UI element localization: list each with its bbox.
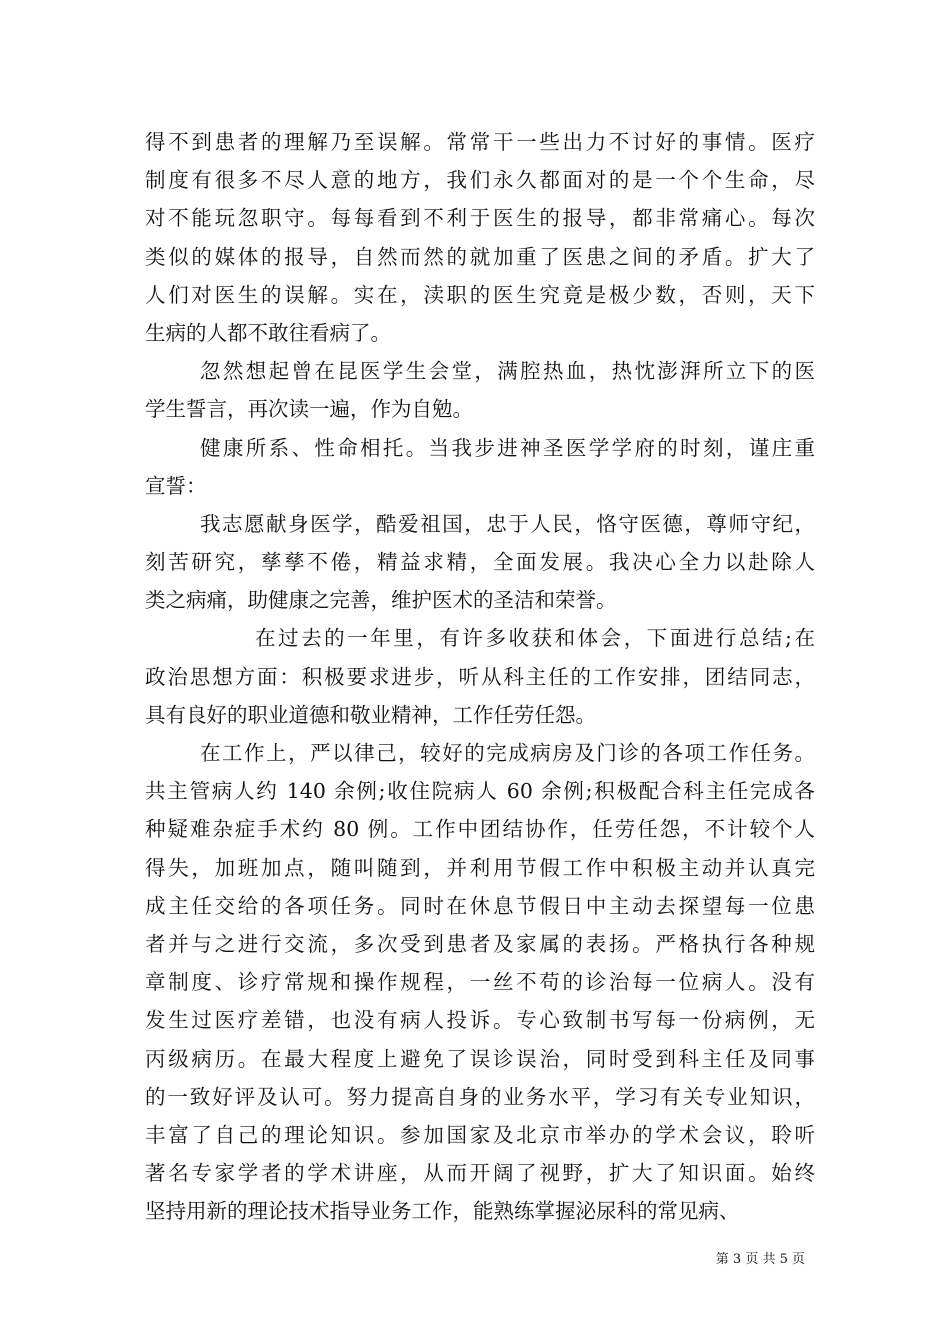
text-line: 政治思想方面：积极要求进步，听从科主任的工作安排，团结同志， [145, 664, 815, 689]
paragraph [145, 734, 815, 1230]
text-line: 忽然想起曾在昆医学生会堂，满腔热血，热忱澎湃所立下的医 [200, 359, 815, 384]
text-line: 得失，加班加点，随叫随到，并利用节假工作中积极主动并认真完 [145, 855, 815, 880]
paragraph [145, 429, 815, 505]
paragraph [145, 123, 815, 352]
text-line: 者并与之进行交流，多次受到患者及家属的表扬。严格执行各种规 [145, 931, 815, 956]
paragraph [145, 352, 815, 428]
text-line: 丰富了自己的理论知识。参加国家及北京市举办的学术会议，聆听 [145, 1122, 815, 1147]
paragraph [145, 505, 815, 620]
text-line: 刻苦研究，孳孳不倦，精益求精，全面发展。我决心全力以赴除人 [145, 550, 815, 575]
text-line: 章制度、诊疗常规和操作规程，一丝不苟的诊治每一位病人。没有 [145, 970, 815, 995]
text-line: 生病的人都不敢往看病了。 [145, 320, 391, 345]
text-line: 著名专家学者的学术讲座，从而开阔了视野，扩大了知识面。始终 [145, 1161, 815, 1186]
text-line: 坚持用新的理论技术指导业务工作，能熟练掌握泌尿科的常见病、 [145, 1199, 740, 1224]
text-line: 类之病痛，助健康之完善，维护医术的圣洁和荣誉。 [145, 588, 617, 613]
text-line: 在工作上，严以律己，较好的完成病房及门诊的各项工作任务。 [200, 741, 815, 765]
text-line: 类似的媒体的报导，自然而然的就加重了医患之间的矛盾。扩大了 [145, 244, 815, 269]
page-number-label: 第 3 页 共 5 页 [715, 1252, 805, 1267]
text-line: 种疑难杂症手术约 80 例。工作中团结协作，任劳任怨，不计较个人 [145, 817, 815, 842]
text-line: 宣誓： [145, 473, 207, 498]
page-footer [716, 1248, 805, 1267]
text-line: 健康所系、性命相托。当我步进神圣医学学府的时刻，谨庄重 [200, 435, 815, 460]
text-line: 丙级病历。在最大程度上避免了误诊误治，同时受到科主任及同事 [145, 1046, 815, 1071]
body-text [145, 123, 815, 1230]
text-line: 我志愿献身医学，酷爱祖国，忠于人民，恪守医德，尊师守纪， [200, 511, 815, 536]
text-line: 学生誓言，再次读一遍，作为自勉。 [145, 397, 473, 422]
text-line: 得不到患者的理解乃至误解。常常干一些出力不讨好的事情。医疗 [145, 130, 815, 154]
text-line: 的一致好评及认可。努力提高自身的业务水平，学习有关专业知识， [145, 1084, 815, 1109]
text-line: 人们对医生的误解。实在，渎职的医生究竟是极少数，否则，天下 [145, 282, 815, 307]
paragraph [145, 619, 815, 734]
text-line: 发生过医疗差错，也没有病人投诉。专心致制书写每一份病例，无 [145, 1008, 815, 1033]
text-line: 制度有很多不尽人意的地方，我们永久都面对的是一个个生命，尽 [145, 168, 815, 193]
text-line: 成主任交给的各项任务。同时在休息节假日中主动去探望每一位患 [145, 893, 815, 918]
text-line: 具有良好的职业道德和敬业精神，工作任劳任怨。 [145, 702, 596, 727]
text-line: 共主管病人约 140 余例;收住院病人 60 余例;积极配合科主任完成各 [145, 779, 815, 804]
text-line: 在过去的一年里，有许多收获和体会，下面进行总结;在 [255, 626, 815, 651]
text-line: 对不能玩忽职守。每每看到不利于医生的报导，都非常痛心。每次 [145, 206, 815, 231]
